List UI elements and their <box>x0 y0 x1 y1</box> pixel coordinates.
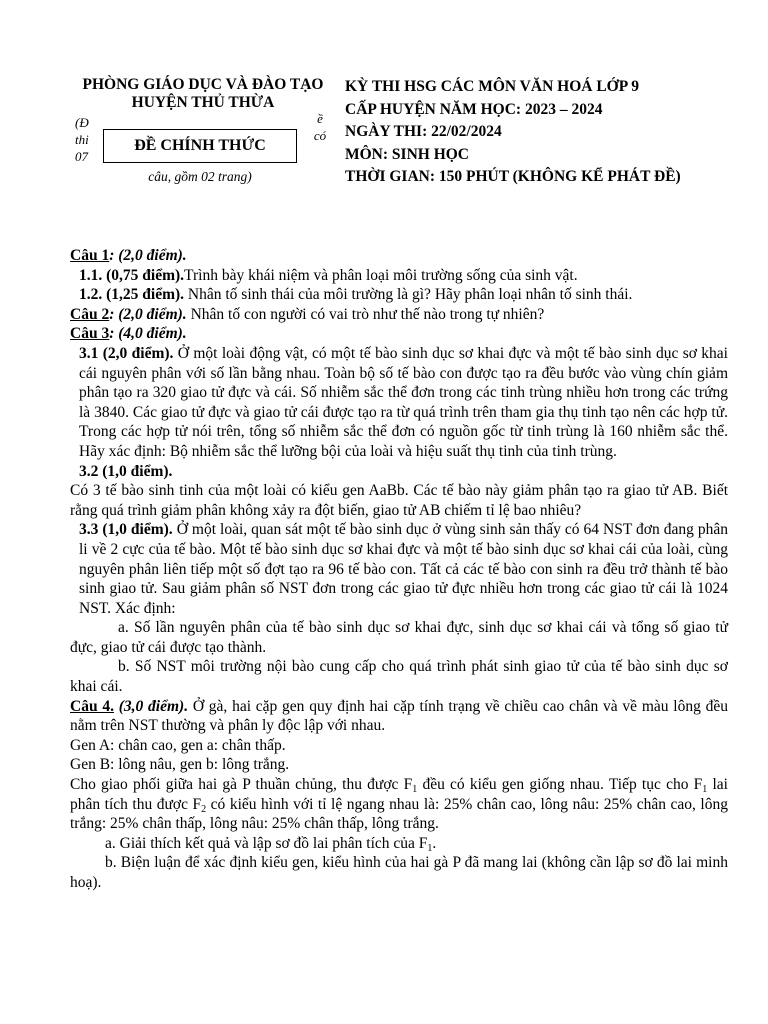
question-4-b-text: b. Biện luận để xác định kiểu gen, kiểu hình của hai gà P đã mang lai (không cần lập sơ đồ lai minh hoạ). <box>70 854 728 891</box>
question-4-a-text: a. Giải thích kết quả và lập sơ đồ lai phân tích của F <box>105 834 428 852</box>
cross-text-2: đều có kiểu gen giống nhau. Tiếp tục cho F <box>417 776 703 794</box>
question-4-a-sub: 1 <box>427 842 433 854</box>
question-1-heading <box>70 246 728 266</box>
question-3-1 <box>70 344 728 462</box>
question-3-3-a-text: a. Số lần nguyên phân của tế bào sinh dục sơ khai đực, sinh dục sơ khai cái và tổng số giao tử đực, giao tử cái được tạo thành. <box>70 619 728 656</box>
question-4-b <box>70 853 728 892</box>
question-3-1-text: Ở một loài động vật, có một tế bào sinh dục sơ khai đực và một tế bào sinh dục sơ khai cái nguyên phân với số lần bằng nhau. Toàn bộ số tế bào con được tạo ra đều bước vào vùng chín giảm phân tạo ra 320 giao tử đực và cái. Số nhiễm sắc thể đơn trong các tinh trùng nhiều hơn trong các trứng là 3840. Các giao tử đực và giao tử cái được tạo ra từ quá trình trên tham gia thụ tinh tạo nên các hợp tử. Trong các hợp tử nói trên, tổng số nhiễm sắc thể đơn có nguồn gốc từ tinh trùng là 160 nhiễm sắc thể. Hãy xác định: Bộ nhiễm sắc thể lưỡng bội của loài và hiệu suất thụ tinh của tinh trùng. <box>79 344 728 460</box>
question-4-a <box>70 834 728 854</box>
question-3-3-b-text: b. Số NST môi trường nội bào cung cấp cho quá trình phát sinh giao tử của tế bào sinh dục sơ khai cái. <box>70 658 728 696</box>
side-note-right <box>308 110 332 144</box>
side-note-left-2: thi <box>75 132 89 147</box>
question-4 <box>70 697 728 736</box>
question-1-label: Câu 1 <box>70 247 110 264</box>
question-2-text: Nhân tố con người có vai trò như thế nào trong tự nhiên? <box>186 305 545 323</box>
exam-info-block <box>345 76 755 189</box>
question-1-2-label: 1.2. (1,25 điểm). <box>79 286 185 304</box>
question-1-points: : (2,0 điểm). <box>109 247 187 264</box>
exam-level-year: CẤP HUYỆN NĂM HỌC: 2023 – 2024 <box>345 100 603 118</box>
question-3-points: : (4,0 điểm). <box>109 325 187 343</box>
cross-sub-1: 1 <box>412 784 418 796</box>
question-4-points: (3,0 điểm). <box>113 697 189 715</box>
cross-sub-2: 1 <box>702 784 708 796</box>
question-3-heading <box>70 324 728 344</box>
question-3-2-heading <box>70 462 728 482</box>
question-2-points: : (2,0 điểm). <box>109 305 187 323</box>
exam-subject: MÔN: SINH HỌC <box>345 145 469 163</box>
exam-title: KỲ THI HSG CÁC MÔN VĂN HOÁ LỚP 9 <box>345 78 639 95</box>
question-3-1-label: 3.1 (2,0 điểm). <box>79 344 174 362</box>
side-note-left-3: 07 <box>75 149 88 164</box>
question-2 <box>70 305 728 325</box>
question-3-label: Câu 3 <box>70 325 110 343</box>
exam-duration: THỜI GIAN: 150 PHÚT (KHÔNG KỂ PHÁT ĐỀ) <box>345 168 681 185</box>
question-4-text: Ở gà, hai cặp gen quy định hai cặp tính trạng về chiều cao chân và về màu lông đều nằm trên NST thường và phân ly độc lập với nhau. <box>70 697 728 735</box>
cross-text-1: Cho giao phối giữa hai gà P thuần chủng, thu được F <box>70 776 413 794</box>
question-2-label: Câu 2 <box>70 305 110 323</box>
question-3-3-label: 3.3 (1,0 điểm). <box>79 521 173 539</box>
question-1-1-label: 1.1. (0,75 điểm). <box>79 266 185 284</box>
question-1-2-text: Nhân tố sinh thái của môi trường là gì? Hãy phân loại nhân tố sinh thái. <box>184 286 633 304</box>
cross-description <box>70 775 728 834</box>
cross-text-4: có kiểu hình với tỉ lệ ngang nhau là: 25% chân cao, lông nâu: 25% chân cao, lông trắng: 25% chân thấp, lông nâu: 25% chân thấp, lông trắng. <box>70 795 728 833</box>
question-4-a-end: . <box>432 834 437 852</box>
question-3-3 <box>70 520 728 618</box>
question-3-3-a <box>70 618 728 657</box>
exam-date: NGÀY THI: 22/02/2024 <box>345 123 502 140</box>
exam-questions <box>70 246 728 893</box>
side-note-right-2: có <box>313 128 327 143</box>
gene-a-line: Gen A: chân cao, gen a: chân thấp. <box>70 736 286 754</box>
side-note-left-1: (Đ <box>75 115 89 130</box>
side-note-right-1: ề <box>317 111 323 126</box>
question-3-2-text: Có 3 tế bào sinh tinh của một loài có kiểu gen AaBb. Các tế bào này giảm phân tạo ra giao tử AB. Biết rằng quá trình giảm phân không xảy ra đột biến, giao tử AB chiếm tỉ lệ bao nhiêu? <box>70 482 728 519</box>
cross-text-3: lai phân tích thu được F <box>70 776 728 813</box>
issuer-line-1: PHÒNG GIÁO DỤC VÀ ĐÀO TẠO <box>82 76 324 93</box>
cross-sub-3: 2 <box>201 803 207 815</box>
question-4-label: Câu 4. <box>70 697 114 715</box>
question-3-3-text: Ở một loài, quan sát một tế bào sinh dục ở vùng sinh sản thấy có 64 NST đơn đang phân li về 2 cực của tế bào. Một tế bào sinh dục sơ khai đực và một tế bào sinh dục sơ khai cái của loài, cùng nguyên phân liên tiếp một số đợt tạo ra 96 tế bào con. Tất cả các tế bào con sinh ra đều trở thành tế bào sinh giao tử. Sau giảm phân số NST đơn trong các giao tử đực nhiều hơn trong các giao tử cái là 1024 NST. Xác định: <box>79 521 728 617</box>
question-3-3-b <box>70 657 728 696</box>
gene-b-line: Gen B: lông nâu, gen b: lông trắng. <box>70 756 290 774</box>
question-1-1 <box>70 266 728 286</box>
official-exam-stamp: ĐỀ CHÍNH THỨC <box>103 129 297 163</box>
side-note-left <box>75 114 99 165</box>
issuer-line-2: HUYỆN THỦ THỪA <box>131 94 275 111</box>
question-1-1-text: Trình bày khái niệm và phân loại môi trường sống của sinh vật. <box>184 266 578 284</box>
question-1-2 <box>70 285 728 305</box>
question-3-2-label: 3.2 (1,0 điểm). <box>79 462 173 480</box>
issuer-block <box>68 76 338 112</box>
page-count-note: câu, gồm 02 trang) <box>148 169 252 184</box>
